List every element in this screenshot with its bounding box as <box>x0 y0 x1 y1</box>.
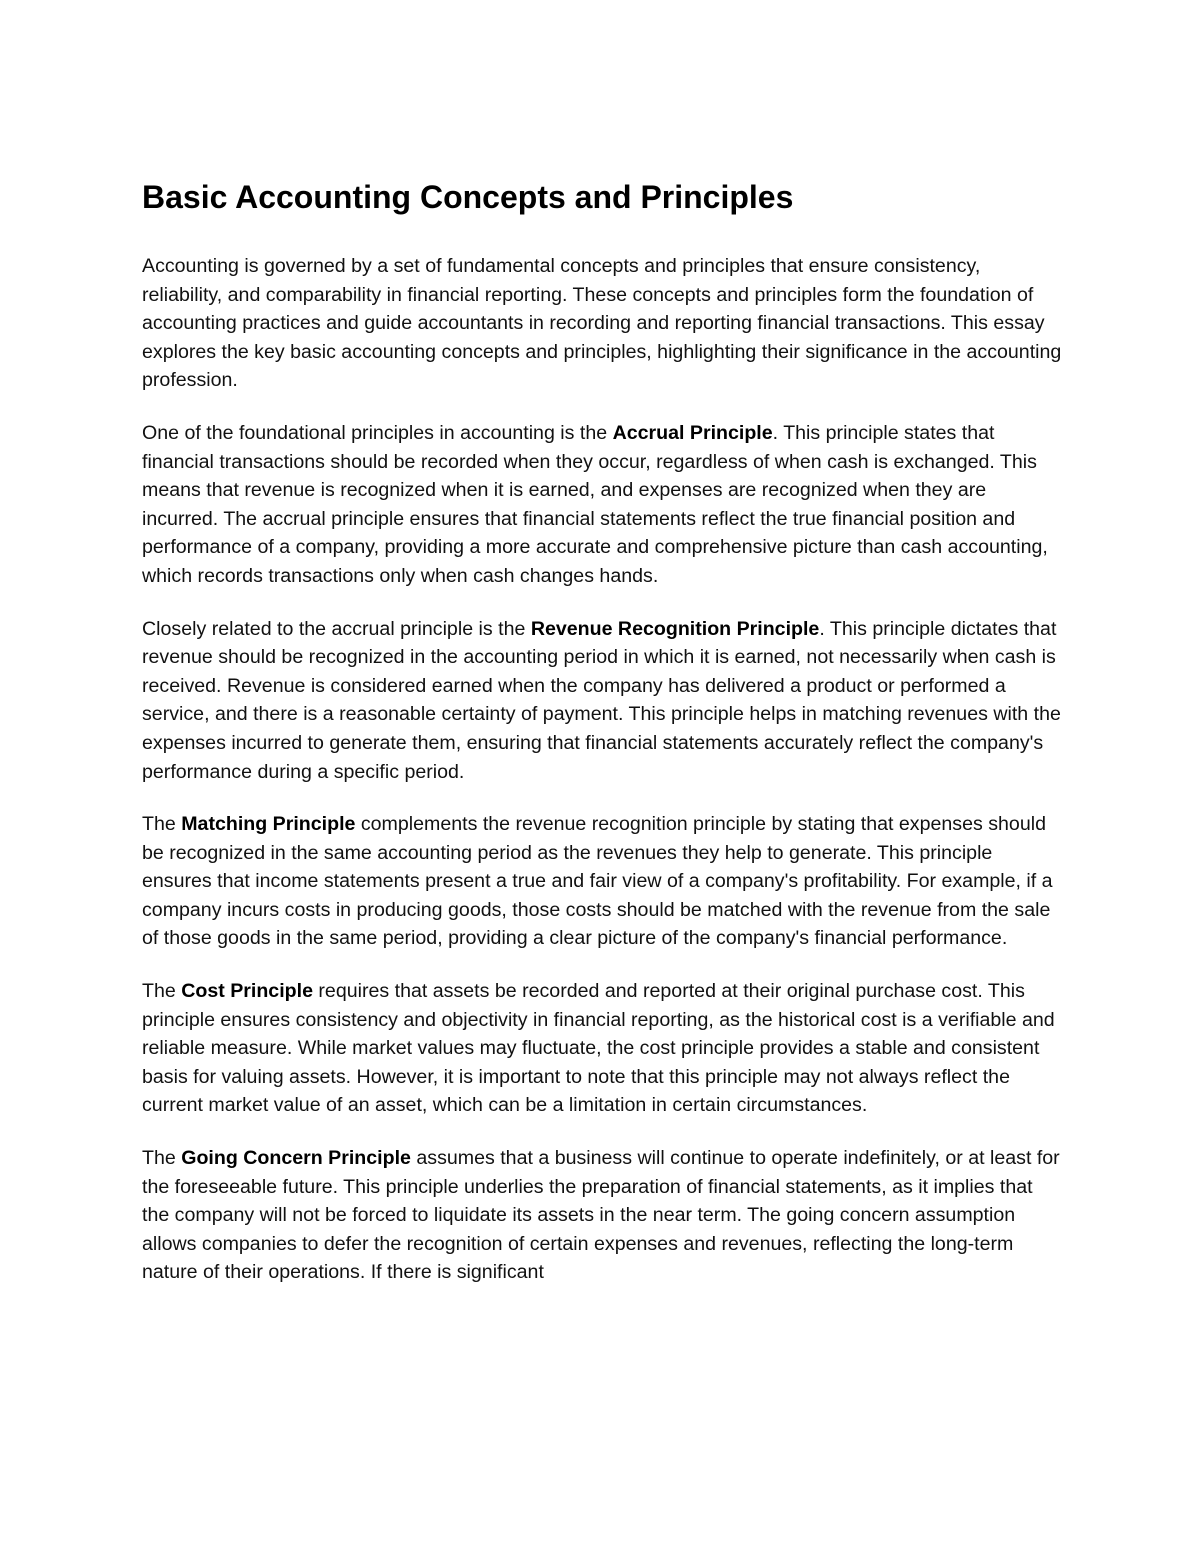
going-concern-paragraph <box>142 1144 1064 1287</box>
going-concern-term: Going Concern Principle <box>181 1147 411 1170</box>
paragraph-text-before: Closely related to the accrual principle is the <box>142 617 531 640</box>
paragraph-text-after: . This principle dictates that revenue should be recognized in the accounting period in which it is earned, not necessarily when cash is received. Revenue is considered earned when the company has delivered a product or performed a service, and there is a reasonable certainty of payment. This principle helps in matching revenues with the expenses incurred to generate them, ensuring that financial statements accurately reflect the company's performance during a specific period. <box>142 617 1061 783</box>
paragraph-text-before: The <box>142 980 182 1003</box>
document-page <box>142 176 1064 1311</box>
paragraph-text-after: assumes that a business will continue to operate indefinitely, or at least for the foreseeable future. This principle underlies the preparation of financial statements, as it implies that the company will not be forced to liquidate its assets in the near term. The going concern assumption allows companies to defer the recognition of certain expenses and revenues, reflecting the long-term nature of their operations. If there is significant <box>142 1147 1060 1284</box>
accrual-principle-paragraph <box>142 419 1064 591</box>
revenue-recognition-term: Revenue Recognition Principle <box>530 617 820 640</box>
matching-principle-paragraph <box>142 810 1064 953</box>
paragraph-text-after: requires that assets be recorded and reported at their original purchase cost. This principle ensures consistency and objectivity in financial reporting, as the historical cost is a verifiable and reliable measure. While market values may fluctuate, the cost principle provides a stable and consistent basis for valuing assets. However, it is important to note that this principle may not always reflect the current market value of an asset, which can be a limitation in certain circumstances. <box>142 980 1055 1117</box>
paragraph-text-before: One of the foundational principles in accounting is the <box>142 421 613 444</box>
intro-paragraph <box>142 252 1064 395</box>
paragraph-text-after: . This principle states that financial transactions should be recorded when they occur, regardless of when cash is exchanged. This means that revenue is recognized when it is earned, and expenses are recognized when they are incurred. The accrual principle ensures that financial statements reflect the true financial position and performance of a company, providing a more accurate and comprehensive picture than cash accounting, which records transactions only when cash changes hands. <box>142 421 1048 587</box>
paragraph-text-after: complements the revenue recognition principle by stating that expenses should be recognized in the same accounting period as the revenues they help to generate. This principle ensures that income statements present a true and fair view of a company's profitability. For example, if a company incurs costs in producing goods, those costs should be matched with the revenue from the sale of those goods in the same period, providing a clear picture of the company's financial performance. <box>142 813 1053 950</box>
paragraph-text-before: The <box>142 1147 182 1170</box>
revenue-recognition-paragraph <box>142 615 1064 787</box>
cost-principle-term: Cost Principle <box>181 980 313 1003</box>
paragraph-text-before: The <box>142 813 182 836</box>
intro-text: Accounting is governed by a set of fundamental concepts and principles that ensure consistency, reliability, and comparability in financial reporting. These concepts and principles form the foundation of accounting practices and guide accountants in recording and reporting financial transactions. This essay explores the key basic accounting concepts and principles, highlighting their significance in the accounting profession. <box>142 255 1062 392</box>
matching-principle-term: Matching Principle <box>181 813 356 836</box>
document-title: Basic Accounting Concepts and Principles <box>142 179 794 215</box>
cost-principle-paragraph <box>142 977 1064 1120</box>
accrual-principle-term: Accrual Principle <box>612 421 773 444</box>
